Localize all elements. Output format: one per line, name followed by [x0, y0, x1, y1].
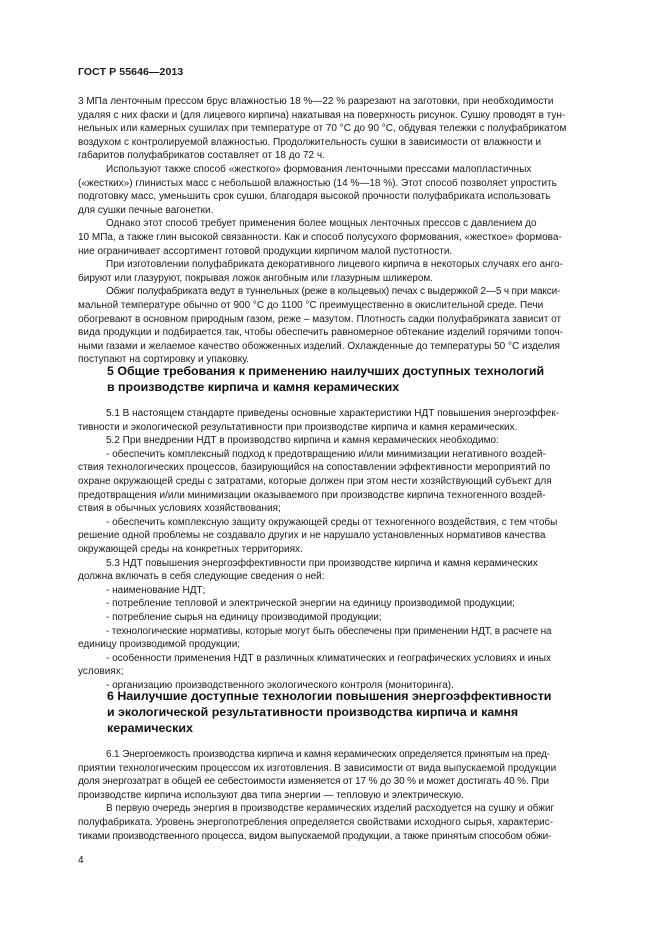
heading-line: 5 Общие требования к применению наилучших доступных технологий: [107, 364, 545, 378]
text-line: тивности и экологической результативности при производстве кирпича и камня керамических.: [78, 421, 518, 433]
text-line: удаляя с них фаски и (для лицевого кирпича) накатывая на поверхность рисунок. Сушку проводят в тун-: [78, 109, 566, 121]
text-line: охране окружающей среды с затратами, которые должен при этом нести хозяйствующий субъект для: [78, 475, 552, 487]
text-line: 5.2 При внедрении НДТ в производство кирпича и камня керамических необходимо:: [106, 435, 499, 447]
text-line: - обеспечить комплексный подход к предотвращению и/или минимизации негативного воздей-: [106, 448, 546, 460]
intro-text: [78, 95, 586, 367]
text-line: 3 МПа ленточным прессом брус влажностью 18 %—22 % разрезают на заготовки, при необходимости: [78, 96, 554, 107]
text-line: 10 МПа, а также глин высокой связанности. Как и способ полусухого формования, «жесткое» формова-: [78, 231, 562, 243]
text-line: поступают на сортировку и упаковку.: [78, 354, 249, 366]
heading-line: и экологической результативности производства кирпича и камня: [107, 704, 519, 719]
page-number: 4: [78, 855, 84, 866]
text-line: ствия в обычных условиях хозяйствования;: [78, 503, 281, 515]
document-header: ГОСТ Р 55646—2013: [78, 66, 184, 78]
text-line: воздухом с контролируемой влажностью. Продолжительность сушки в зависимости от влажности и: [78, 136, 542, 148]
text-line: полуфабриката. Уровень энергопотребления определяется свойствами исходного сырья, характерис-: [78, 816, 554, 828]
text-line: подготовку масс, уменьшить срок сушки, благодаря высокой прочности полуфабриката использовать: [78, 191, 551, 203]
text-line: ние ограничивает ассортимент готовой продукции кирпичом малой пустотности.: [78, 245, 453, 257]
text-line: мальной температуре обычно от 900 °С до 1100 °С преимущественно в окислительной среде. Печи: [78, 299, 544, 311]
text-line: бируют или глазуруют, покрывая ложок ангобным или глазурным шликером.: [78, 272, 434, 284]
text-line: Используют также способ «жесткого» формования ленточными прессами малопластичных: [106, 163, 532, 175]
text-line: Обжиг полуфабриката ведут в туннельных (реже в кольцевых) печах с выдержкой 2—5 ч при макси-: [106, 286, 561, 298]
heading-line: 6 Наилучшие доступные технологии повышения энергоэффективности: [107, 689, 552, 703]
text-line: ными газами и желаемое качество обожженных изделий. Охлажденные до температуры 50 °С изделия: [78, 340, 560, 352]
text-line: должна включать в себя следующие сведения о ней:: [78, 571, 325, 583]
text-line: - организацию производственного экологического контроля (мониторинга).: [106, 679, 454, 691]
text-line: доля энергозатрат в общей ее себестоимости изменяется от 17 % до 30 % и может достигать 40 %. При: [78, 776, 549, 788]
text-line: - обеспечить комплексную защиту окружающей среды от техногенного воздействия, с тем чтобы: [106, 516, 558, 528]
heading-line: керамических: [107, 720, 193, 735]
text-line: обогревают в основном природным газом, реже – мазутом. Плотность садки полуфабриката зависит от: [78, 313, 562, 325]
text-line: для сушки печные вагонетки.: [78, 204, 214, 216]
text-line: предотвращения и/или минимизации оказываемого при производстве кирпича техногенного воздей-: [78, 489, 546, 501]
text-line: - особенности применения НДТ в различных климатических и географических условиях и иных: [106, 652, 551, 664]
text-line: условиях;: [78, 666, 124, 678]
section-6-heading: [107, 689, 597, 736]
text-line: При изготовлении полуфабриката декоративного лицевого кирпича в некоторых случаях его анго-: [106, 259, 563, 271]
text-line: вида продукции и подбирается так, чтобы обеспечить равномерное обтекание изделий горячими топоч-: [78, 327, 564, 339]
text-line: производстве кирпича используют два типа энергии — тепловую и электрическую.: [78, 789, 464, 801]
text-line: 5.1 В настоящем стандарте приведены основные характеристики НДТ повышения энергоэффек-: [106, 408, 560, 419]
text-line: - технологические нормативы, которые могут быть обеспечены при применении НДТ, в расчете на: [106, 625, 552, 637]
text-line: габаритов полуфабрикатов составляет от 18 до 72 ч.: [78, 150, 325, 162]
text-line: окружающей среды на конкретных территориях.: [78, 543, 303, 555]
section-5-heading: [107, 364, 597, 396]
text-line: («жестких») глинистых масс с небольшой влажностью (14 %—18 %). Этот способ позволяет упростить: [78, 177, 557, 189]
text-line: тиками производственного процесса, видом выпускаемой продукции, а также принятым способом обжи-: [78, 830, 552, 842]
text-line: - потребление тепловой и электрической энергии на единицу производимой продукции;: [106, 598, 515, 610]
text-line: 6.1 Энергоемкость производства кирпича и камня керамических определяется принятым на пред-: [106, 749, 550, 760]
text-line: приятии технологическим процессом их изготовления. В зависимости от вида выпускаемой продукции: [78, 762, 557, 774]
text-line: единицу производимой продукции;: [78, 639, 241, 651]
text-line: - потребление сырья на единицу производимой продукции;: [106, 611, 382, 623]
text-line: В первую очередь энергия в производстве керамических изделий расходуется на сушку и обжиг: [106, 803, 555, 815]
text-line: ствия технологических процессов, базирующийся на сопоставлении эффективности мероприятий по: [78, 462, 551, 474]
text-line: Однако этот способ требует применения более мощных ленточных прессов с давлением до: [106, 218, 537, 230]
heading-line: в производстве кирпича и камня керамических: [107, 379, 400, 394]
section-5-text: [78, 407, 586, 692]
section-6-text: [78, 748, 586, 843]
text-line: - наименование НДТ;: [106, 584, 206, 596]
text-line: 5.3 НДТ повышения энергоэффективности при производстве кирпича и камня керамических: [106, 557, 538, 569]
text-line: нельных или камерных сушилах при температуре от 70 °С до 90 °С, обдувая тележки с полуфабрикатом: [78, 123, 567, 135]
text-line: решение одной проблемы не создавало других и не нарушало установленных нормативов качества: [78, 530, 546, 542]
